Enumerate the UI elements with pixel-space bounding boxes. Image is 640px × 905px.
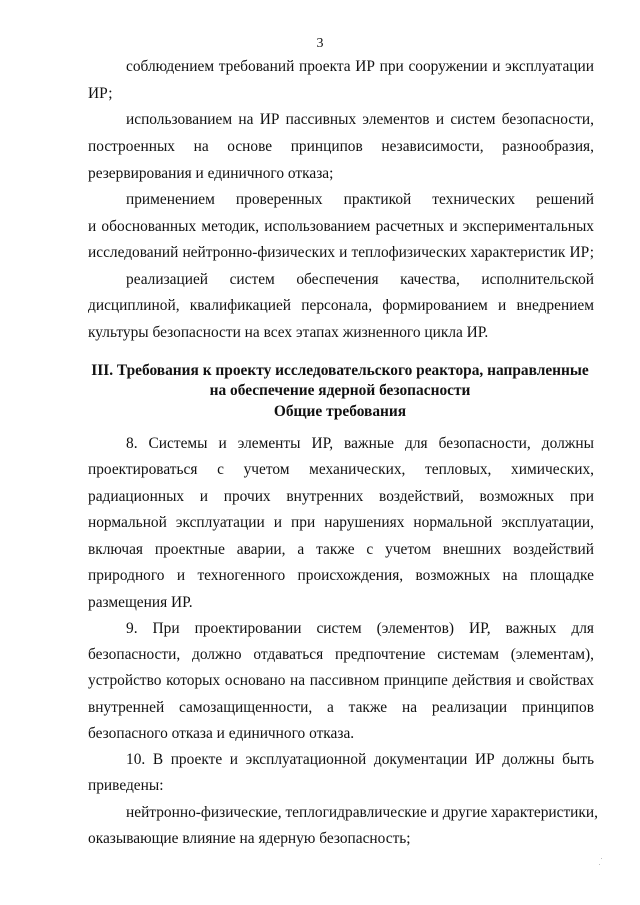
page-number: 3 [316,36,324,51]
text-line: 8. Системы и элементы ИР, важные для безопасности, должны [126,435,594,452]
text-line: внутренней самозащищенности, а также на реализации принципов [88,699,594,716]
text-line: соблюдением требований проекта ИР при сооружении и эксплуатации [126,58,594,75]
text-line: применением проверенных практикой технических решений [126,191,594,208]
text-line: резервирования и единичного отказа; [88,165,334,182]
text-line: исследований нейтронно-физических и теплофизических характеристик ИР; [88,244,594,261]
text-line: реализацией систем обеспечения качества, исполнительской [126,271,594,288]
text-line: проектироваться с учетом механических, тепловых, химических, [88,461,594,478]
text-line: включая проектные аварии, а также с учетом внешних воздействий [88,541,594,558]
text-line: построенных на основе принципов независимости, разнообразия, [88,138,594,155]
text-line: нормальной эксплуатации и при нарушениях нормальной эксплуатации, [88,514,594,531]
text-line: нейтронно-физические, теплогидравлические и другие характеристики, [126,804,598,821]
scan-speck [599,864,600,865]
section-heading: на обеспечение ядерной безопасности [209,382,471,399]
text-line: культуры безопасности на всех этапах жизненного цикла ИР. [88,324,489,341]
text-line: ИР; [88,85,113,102]
text-line: использованием на ИР пассивных элементов и систем безопасности, [126,111,594,128]
text-line: приведены: [88,777,164,794]
subsection-heading: Общие требования [273,403,407,420]
text-line: природного и техногенного происхождения, возможных на площадке [88,567,594,584]
section-heading: III. Требования к проекту исследовательского реактора, направленные [91,362,589,379]
text-line: и обоснованных методик, использованием расчетных и экспериментальных [88,218,594,235]
text-line: дисциплиной, квалификацией персонала, формированием и внедрением [88,297,594,314]
text-line: безопасного отказа и единичного отказа. [88,725,355,742]
text-line: радиационных и прочих внутренних воздействий, возможных при [88,488,594,505]
text-line: оказывающие влияние на ядерную безопасность; [88,830,411,847]
scan-speck [601,858,602,859]
text-line: 10. В проекте и эксплуатационной документации ИР должны быть [126,751,594,768]
text-line: размещения ИР. [88,594,193,611]
text-line: устройство которых основано на пассивном принципе действия и свойствах [88,672,594,689]
text-line: безопасности, должно отдаваться предпочтение системам (элементам), [88,646,594,663]
text-line: 9. При проектировании систем (элементов) ИР, важных для [126,620,594,637]
